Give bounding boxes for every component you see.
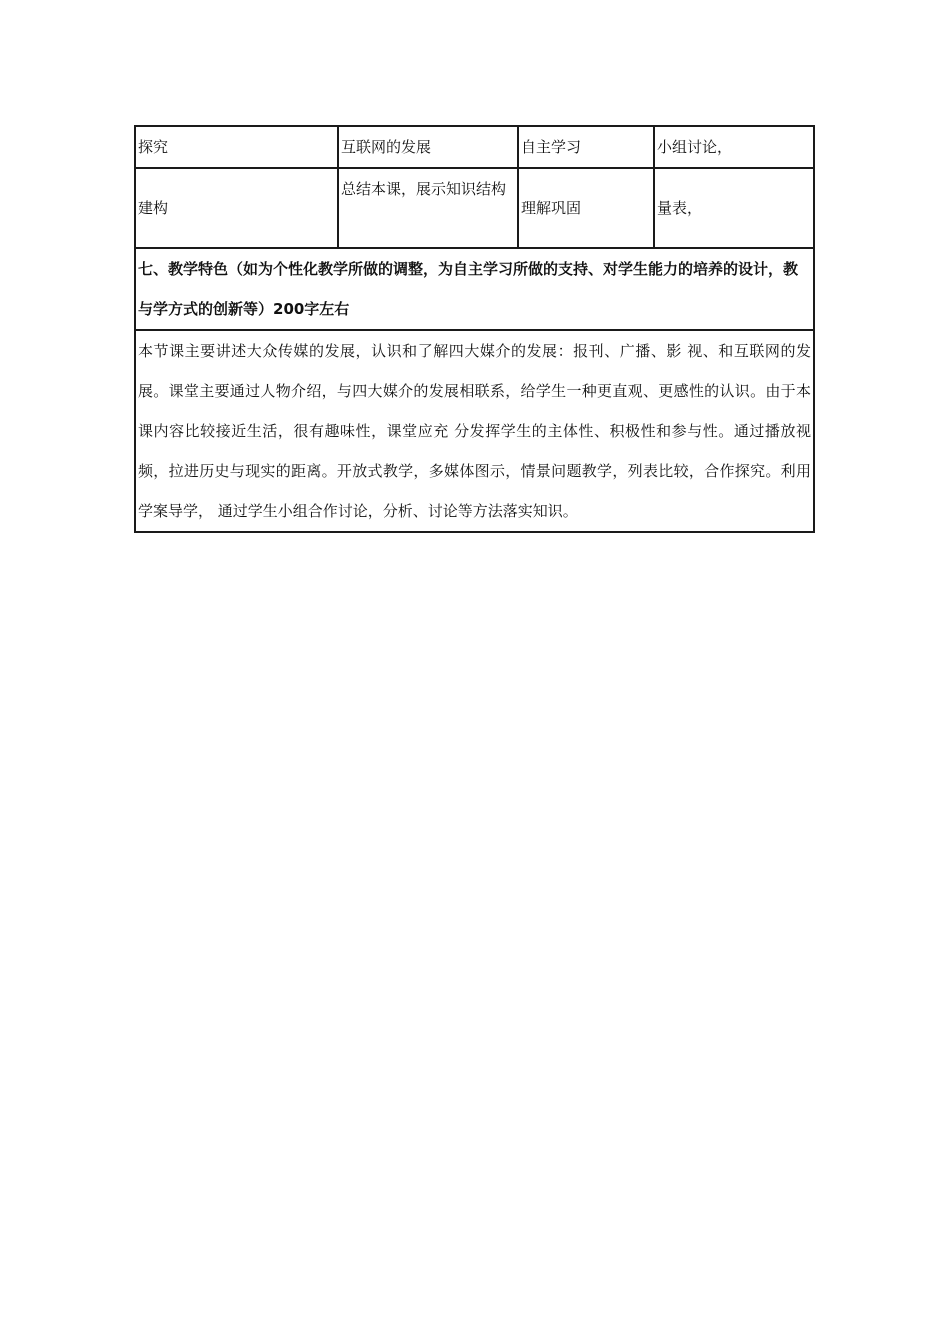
stage-cell: 探究 — [135, 126, 338, 168]
student-activity-cell: 理解巩固 — [518, 168, 654, 248]
student-activity-cell: 自主学习 — [518, 126, 654, 168]
table-row — [135, 126, 814, 168]
section-body: 本节课主要讲述大众传媒的发展，认识和了解四大媒介的发展：报刊、广播、影 视、和互联网的发展。课堂主要通过人物介绍，与四大媒介的发展相联系，给学生一种更直观、更感性的认识。由于本课内容比较接近生活，很有趣味性，课堂应充 分发挥学生的主体性、积极性和参与性。通过播放视频，拉进历史与现实的距离。开放式教学，多媒体图示，情景问题教学，列表比较，合作探究。利用学案导学， 通过学生小组合作讨论，分析、讨论等方法落实知识。 — [135, 330, 814, 532]
content-cell: 总结本课，展示知识结构 — [338, 168, 518, 248]
section-title: 七、教学特色（如为个性化教学所做的调整，为自主学习所做的支持、对学生能力的培养的设计，教与学方式的创新等）200字左右 — [135, 248, 814, 330]
lesson-plan-table — [134, 125, 815, 533]
section-body-row — [135, 330, 814, 532]
section-title-row — [135, 248, 814, 330]
method-cell: 小组讨论， — [654, 126, 814, 168]
method-cell: 量表， — [654, 168, 814, 248]
stage-cell: 建构 — [135, 168, 338, 248]
table-row — [135, 168, 814, 248]
content-cell: 互联网的发展 — [338, 126, 518, 168]
